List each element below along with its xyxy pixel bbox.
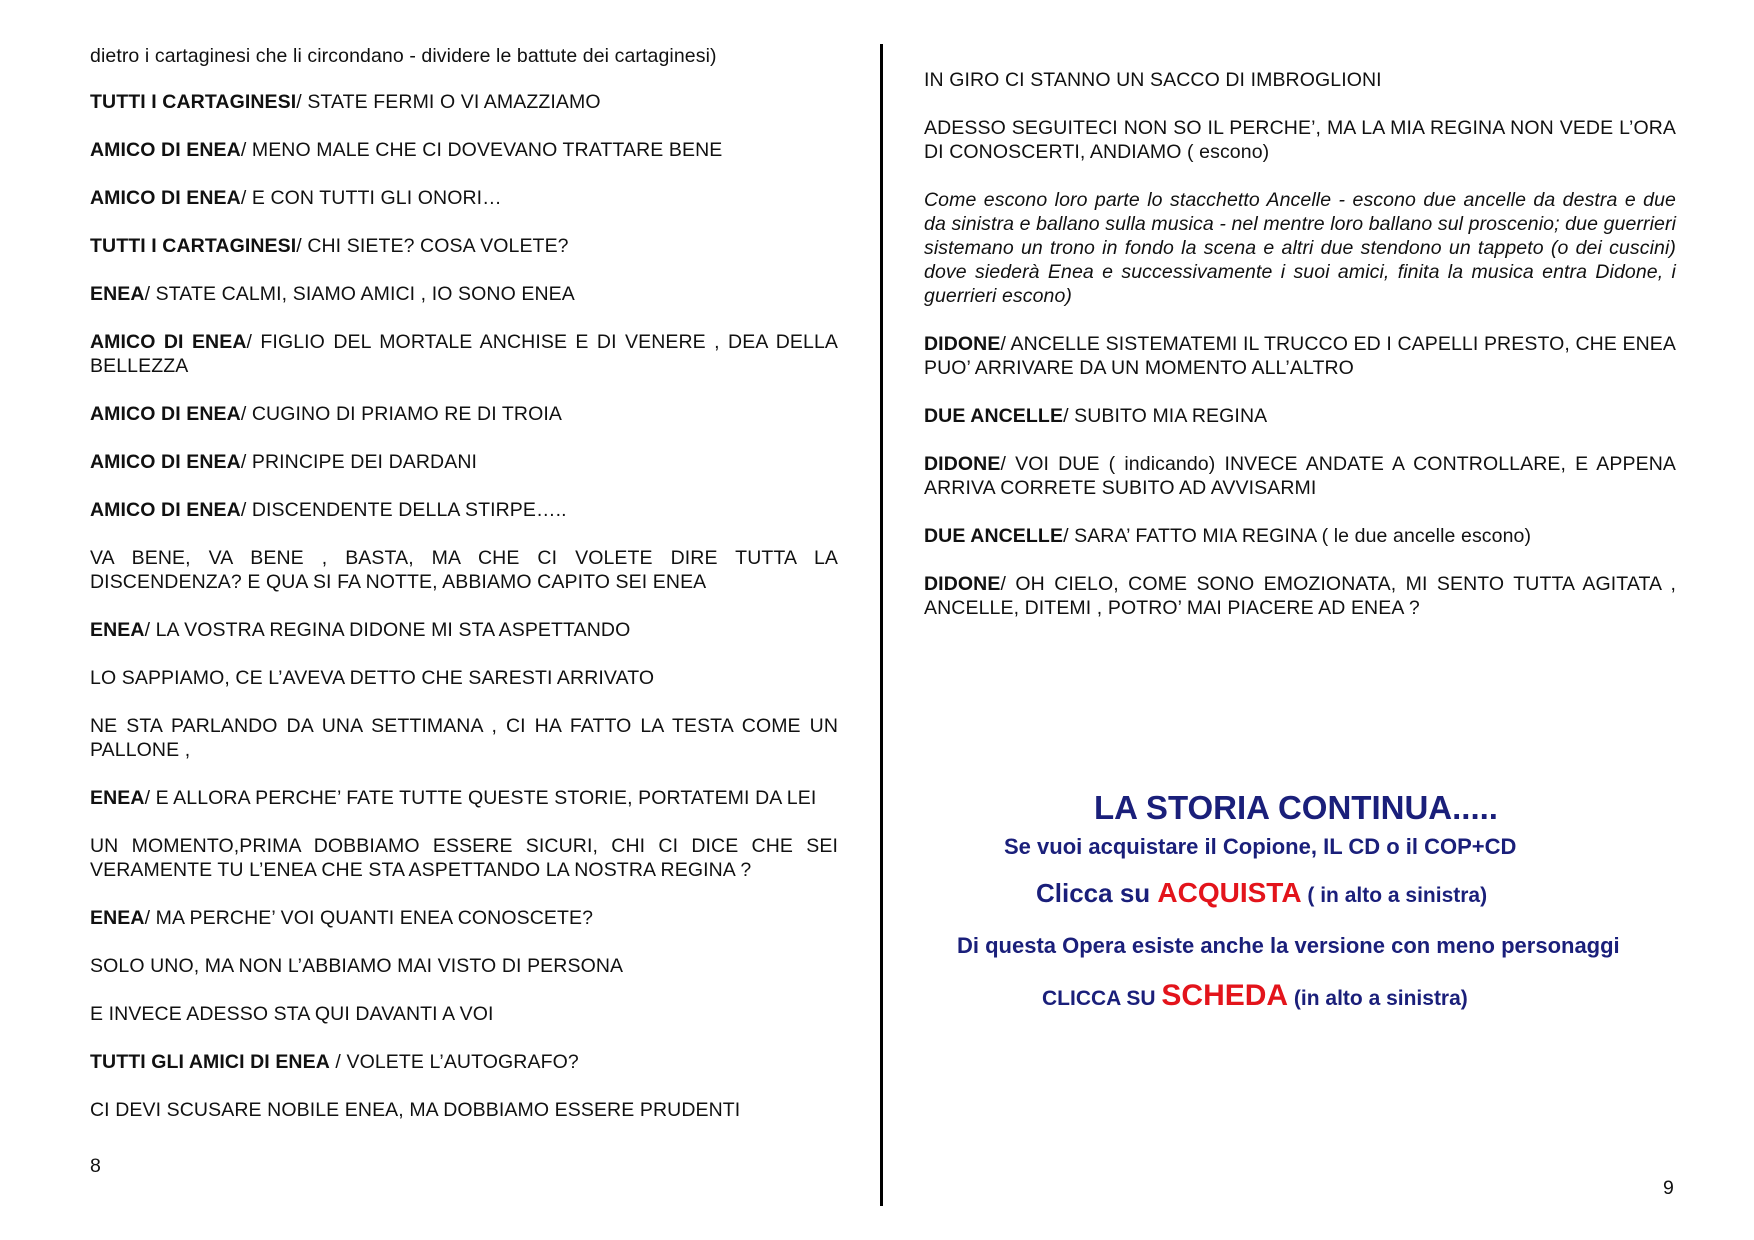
speaker-name: DIDONE [924, 573, 1001, 595]
script-line [924, 116, 1676, 164]
line-text: Come escono loro parte lo stacchetto Ancelle - escono due ancelle da destra e due da sinistra e ballano sulla musica - nel mentre loro ballano sul proscenio; due guerrieri sistemano un trono in fondo la scena e altri due stendono un tappeto (o dei cuscini) dove siederà Enea e successivamente i suoi amici, finita la musica entra Didone, i guerrieri escono) [924, 189, 1676, 307]
script-line [90, 786, 838, 810]
script-line [90, 1050, 838, 1074]
script-line [924, 332, 1676, 380]
speaker-name: DUE ANCELLE [924, 405, 1064, 427]
line-text: / SARA’ FATTO MIA REGINA ( le due ancelle escono) [1063, 525, 1532, 547]
line-text: / PRINCIPE DEI DARDANI [240, 451, 478, 473]
page-number-left: 8 [90, 1155, 101, 1177]
speaker-name: AMICO DI ENEA [90, 499, 241, 521]
scheda-link[interactable]: SCHEDA [1161, 979, 1289, 1012]
script-line [90, 618, 838, 642]
script-line [90, 90, 838, 114]
script-line [90, 714, 838, 762]
speaker-name: AMICO DI ENEA [90, 403, 241, 425]
script-line [90, 546, 838, 594]
script-line [90, 906, 838, 930]
promo-acquista-prefix: Clicca su [1036, 878, 1158, 908]
line-text: / STATE CALMI, SIAMO AMICI , IO SONO ENEA [144, 283, 575, 305]
script-line [924, 452, 1676, 500]
speaker-name: AMICO DI ENEA [90, 451, 241, 473]
script-line [90, 234, 838, 258]
line-text: / VOI DUE ( indicando) INVECE ANDATE A CONTROLLARE, E APPENA ARRIVA CORRETE SUBITO AD AVVISARMI [924, 453, 1676, 499]
speaker-name: ENEA [90, 619, 145, 641]
script-line [90, 954, 838, 978]
right-script-column [924, 68, 1676, 644]
line-text: UN MOMENTO,PRIMA DOBBIAMO ESSERE SICURI, CHI CI DICE CHE SEI VERAMENTE TU L’ENEA CHE STA ASPETTANDO LA NOSTRA REGINA ? [90, 835, 838, 881]
line-text: NE STA PARLANDO DA UNA SETTIMANA , CI HA FATTO LA TESTA COME UN PALLONE , [90, 715, 838, 761]
line-text: E INVECE ADESSO STA QUI DAVANTI A VOI [90, 1003, 494, 1025]
line-text: dietro i cartaginesi che li circondano - dividere le battute dei cartaginesi) [90, 45, 717, 67]
line-text: / FIGLIO DEL MORTALE ANCHISE E DI VENERE , DEA DELLA BELLEZZA [90, 331, 839, 377]
promo-version-note: Di questa Opera esiste anche la versione con meno personaggi [957, 933, 1620, 958]
line-text: / LA VOSTRA REGINA DIDONE MI STA ASPETTANDO [144, 619, 631, 641]
line-text: / E ALLORA PERCHE’ FATE TUTTE QUESTE STORIE, PORTATEMI DA LEI [144, 787, 817, 809]
script-line [924, 524, 1676, 548]
line-text: SOLO UNO, MA NON L’ABBIAMO MAI VISTO DI PERSONA [90, 955, 624, 977]
script-line [90, 666, 838, 690]
script-line [90, 402, 838, 426]
line-text: / CHI SIETE? COSA VOLETE? [296, 235, 569, 257]
left-script-column [90, 44, 838, 1146]
line-text: ADESSO SEGUITECI NON SO IL PERCHE’, MA LA MIA REGINA NON VEDE L’ORA DI CONOSCERTI, ANDIAMO ( escono) [924, 117, 1676, 163]
page-divider [880, 44, 883, 1206]
script-line [90, 834, 838, 882]
promo-acquista-suffix: ( in alto a sinistra) [1301, 884, 1488, 907]
speaker-name: DIDONE [924, 453, 1001, 475]
page-number-right: 9 [1663, 1177, 1674, 1199]
line-text: / STATE FERMI O VI AMAZZIAMO [296, 91, 601, 113]
line-text: / OH CIELO, COME SONO EMOZIONATA, MI SENTO TUTTA AGITATA , ANCELLE, DITEMI , POTRO’ MAI PIACERE AD ENEA ? [924, 573, 1676, 619]
speaker-name: TUTTI I CARTAGINESI [90, 235, 297, 257]
line-text: LO SAPPIAMO, CE L’AVEVA DETTO CHE SARESTI ARRIVATO [90, 667, 655, 689]
promo-acquista-line [1036, 876, 1487, 913]
speaker-name: AMICO DI ENEA [90, 187, 241, 209]
script-line [90, 330, 838, 378]
promo-title: LA STORIA CONTINUA..... [1094, 789, 1498, 826]
line-text: / CUGINO DI PRIAMO RE DI TROIA [240, 403, 562, 425]
promo-subtitle: Se vuoi acquistare il Copione, IL CD o il COP+CD [1004, 834, 1517, 859]
speaker-name: ENEA [90, 283, 145, 305]
line-text: / ANCELLE SISTEMATEMI IL TRUCCO ED I CAPELLI PRESTO, CHE ENEA PUO’ ARRIVARE DA UN MOMENTO ALL’ALTRO [924, 333, 1676, 379]
line-text: CI DEVI SCUSARE NOBILE ENEA, MA DOBBIAMO ESSERE PRUDENTI [90, 1099, 741, 1121]
script-line [924, 572, 1676, 620]
script-line [924, 404, 1676, 428]
line-text: / VOLETE L’AUTOGRAFO? [329, 1051, 579, 1073]
script-line [90, 282, 838, 306]
acquista-link[interactable]: ACQUISTA [1157, 877, 1302, 908]
speaker-name: DIDONE [924, 333, 1001, 355]
speaker-name: TUTTI GLI AMICI DI ENEA [90, 1051, 330, 1073]
line-text: / DISCENDENTE DELLA STIRPE….. [240, 499, 567, 521]
stage-direction [924, 188, 1676, 308]
speaker-name: TUTTI I CARTAGINESI [90, 91, 297, 113]
script-line [924, 68, 1676, 92]
script-line [90, 1098, 838, 1122]
script-line [90, 498, 838, 522]
script-line [90, 138, 838, 162]
speaker-name: DUE ANCELLE [924, 525, 1064, 547]
script-line [90, 1002, 838, 1026]
script-line [90, 186, 838, 210]
script-line [90, 44, 838, 68]
line-text: / SUBITO MIA REGINA [1063, 405, 1268, 427]
promo-scheda-prefix: CLICCA SU [1042, 987, 1162, 1010]
speaker-name: AMICO DI ENEA [90, 139, 241, 161]
speaker-name: ENEA [90, 907, 145, 929]
speaker-name: AMICO DI ENEA [90, 331, 247, 353]
right-page [884, 0, 1754, 1240]
speaker-name: ENEA [90, 787, 145, 809]
line-text: IN GIRO CI STANNO UN SACCO DI IMBROGLIONI [924, 69, 1382, 91]
promo-scheda-suffix: (in alto a sinistra) [1288, 987, 1468, 1010]
line-text: / MA PERCHE’ VOI QUANTI ENEA CONOSCETE? [144, 907, 594, 929]
line-text: / MENO MALE CHE CI DOVEVANO TRATTARE BENE [240, 139, 723, 161]
promo-scheda-line [1042, 978, 1468, 1017]
line-text: VA BENE, VA BENE , BASTA, MA CHE CI VOLETE DIRE TUTTA LA DISCENDENZA? E QUA SI FA NOTTE, ABBIAMO CAPITO SEI ENEA [90, 547, 838, 593]
line-text: / E CON TUTTI GLI ONORI… [240, 187, 502, 209]
script-line [90, 450, 838, 474]
